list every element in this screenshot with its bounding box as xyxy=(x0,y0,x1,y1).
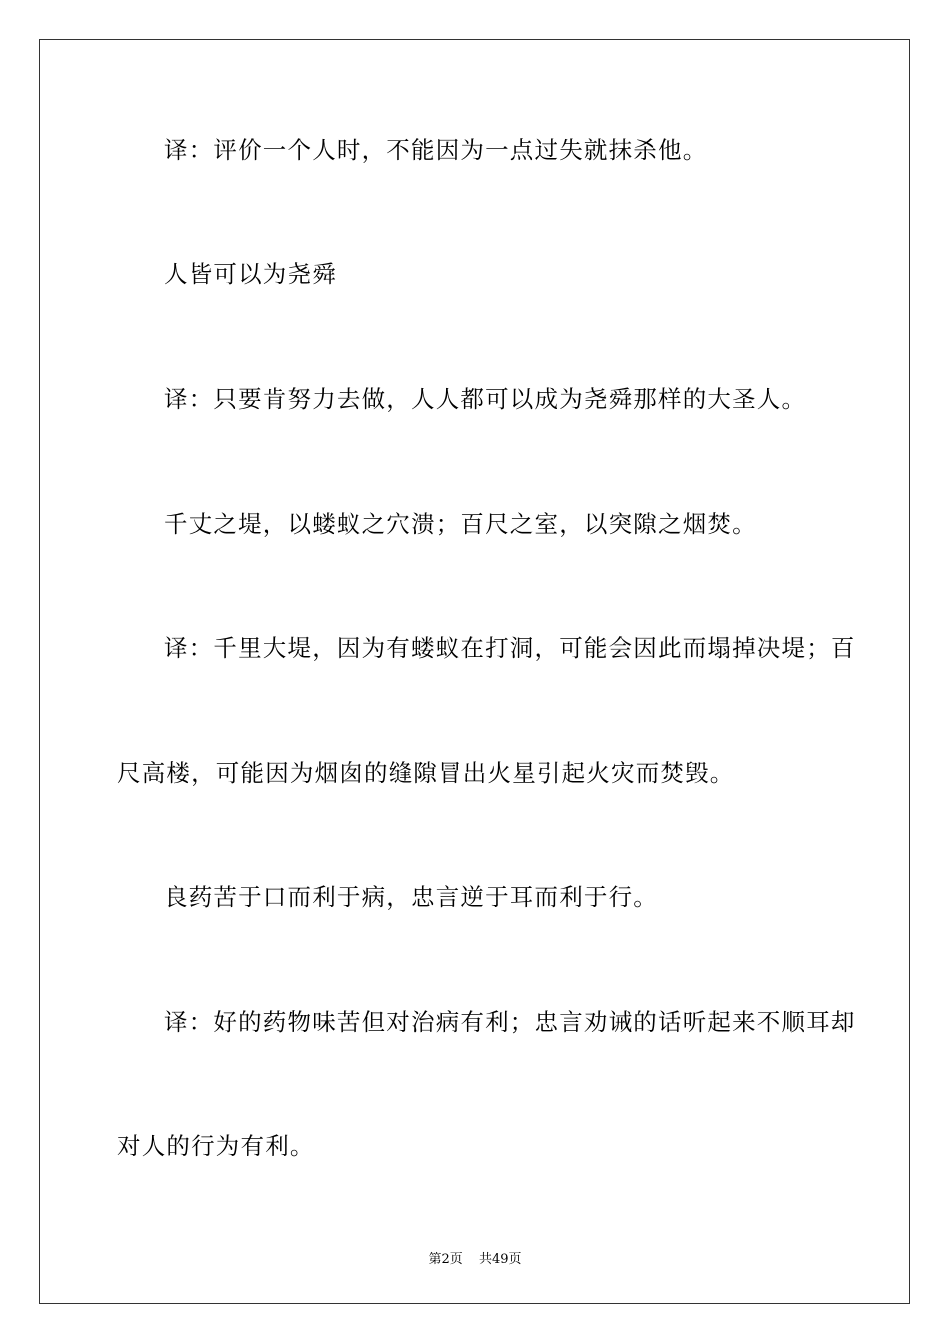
text-line: 尺高楼，可能因为烟囱的缝隙冒出火星引起火灾而焚毁。 xyxy=(117,759,735,787)
text-line: 译：好的药物味苦但对治病有利；忠言劝诫的话听起来不顺耳却 xyxy=(164,1008,856,1036)
text-line: 译：评价一个人时，不能因为一点过失就抹杀他。 xyxy=(164,136,708,164)
text-line: 良药苦于口而利于病，忠言逆于耳而利于行。 xyxy=(164,883,658,911)
text-line: 译：千里大堤，因为有蝼蚁在打洞，可能会因此而塌掉决堤；百 xyxy=(164,634,856,662)
page-number-current: 第2页 xyxy=(428,1252,463,1267)
page-footer xyxy=(0,1248,950,1267)
text-line: 人皆可以为尧舜 xyxy=(164,260,337,288)
text-line: 译：只要肯努力去做，人人都可以成为尧舜那样的大圣人。 xyxy=(164,385,807,413)
page-border xyxy=(39,39,910,1304)
page-number-total: 共49页 xyxy=(478,1252,522,1267)
text-line: 对人的行为有利。 xyxy=(117,1132,315,1160)
text-line: 千丈之堤，以蝼蚁之穴溃；百尺之室，以突隙之烟焚。 xyxy=(164,510,757,538)
